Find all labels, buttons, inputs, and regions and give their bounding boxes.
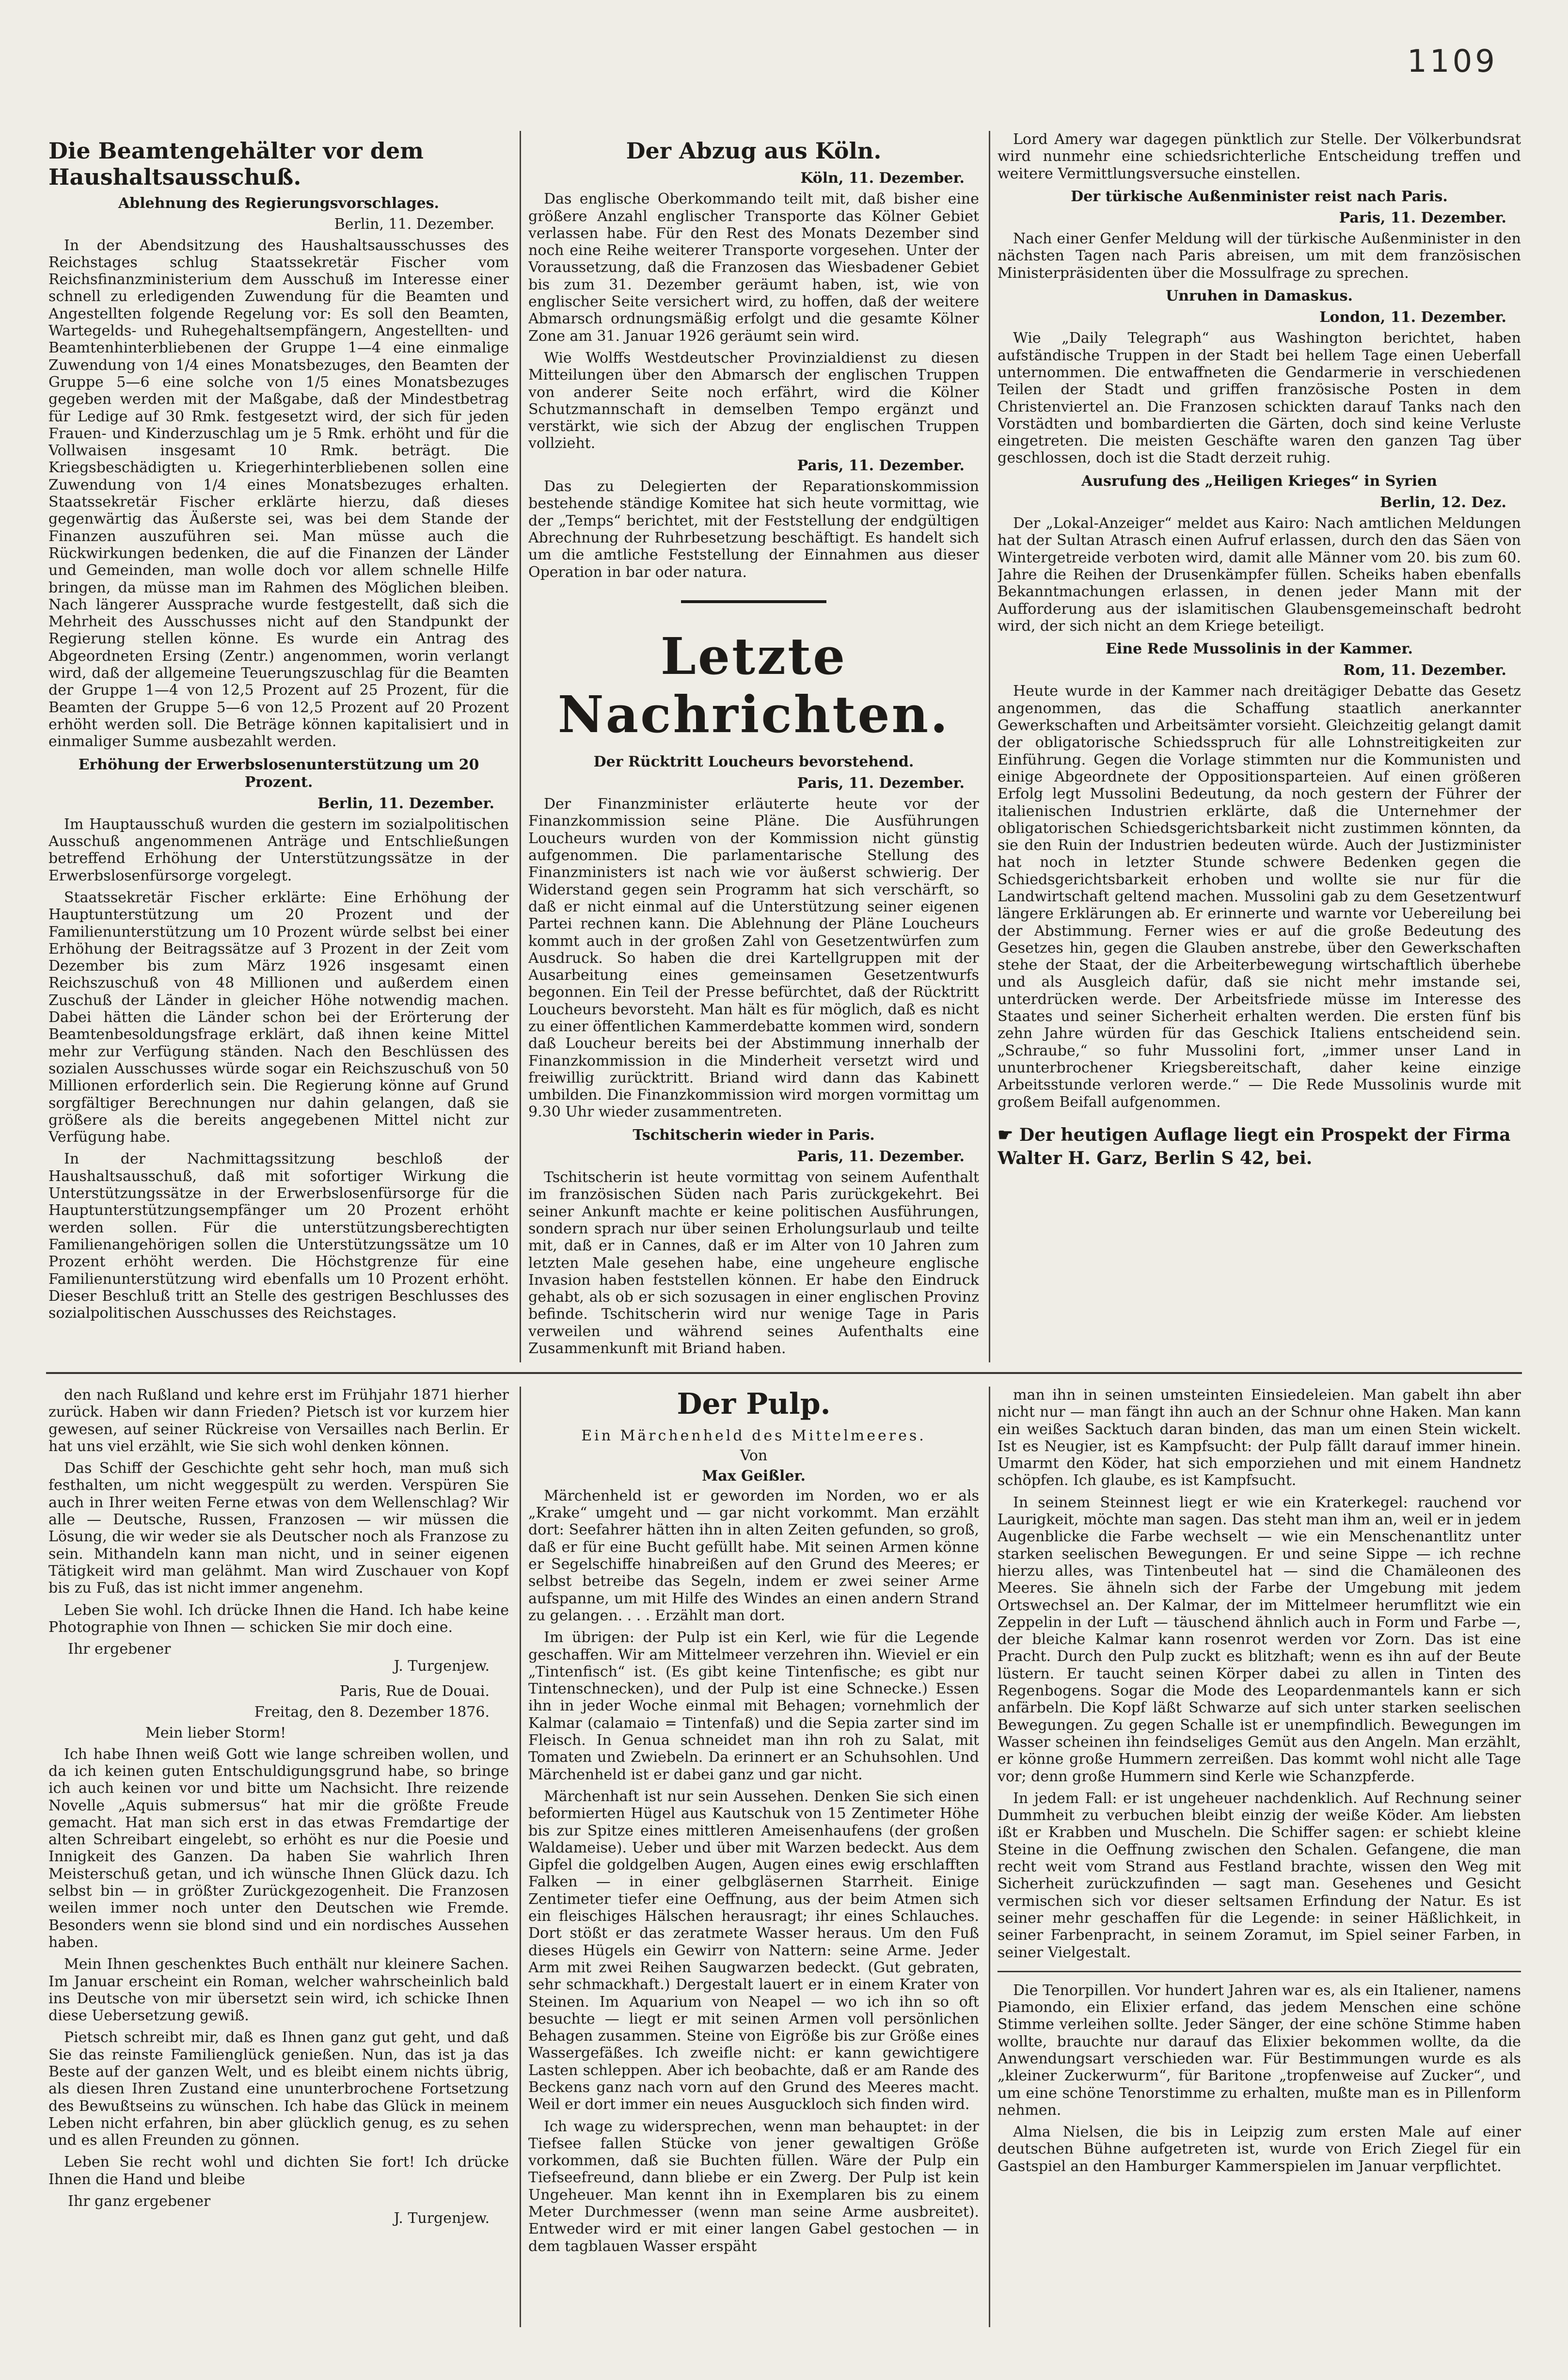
feuilleton-author: Max Geißler.: [702, 1467, 806, 1485]
feuilleton-title: Der Pulp.: [677, 1387, 831, 1421]
headline-abzug-koeln: Der Abzug aus Köln.: [626, 138, 882, 164]
article-paragraph: Das englische Oberkommando teilt mit, daß bisher eine größere Anzahl englischer Transporte das Kölner Gebiet verlassen habe. Für den Rest des Monats Dezember sind noch eine Reihe weiterer Transporte vorgesehen. Unter der Voraussetzung, daß die Franzosen das Wiesbadener Gebiet bis zum 31. Dezember geräumt haben, ist, wie von englischer Seite versichert wird, zu hoffen, daß der weitere Abmarsch ordnungsmäßig erfolgt und die gesamte Kölner Zone am 31. Januar 1926 geräumt sein wird.: [528, 191, 979, 345]
dateline: Rom, 11. Dezember.: [1343, 662, 1506, 679]
article-paragraph: Tschitscherin ist heute vormittag von seinem Aufenthalt im französischen Süden nach Paris zurückgekehrt. Bei seiner Ankunft machte er keine politischen Ausführungen, sondern sprach nur über seinen Erholungsurlaub und teilte mit, daß er in Cannes, daß er im Alter von 10 Jahren zum letzten Male gesehen habe, eine ungeheure englische Invasion haben feststellen können. Er habe den Eindruck gehabt, als ob er sich sozusagen in einer englischen Provinz befinde. Tschitscherin wird nur wenige Tage in Paris verweilen und während seines Aufenthalts eine Zusammenkunft mit Briand haben.: [528, 1169, 979, 1358]
lower-column-1: [48, 1387, 509, 2327]
advert-prospekt: [998, 1123, 1521, 1170]
letter-paragraph: Ich habe Ihnen weiß Gott wie lange schreiben wollen, und da ich keinen guten Entschuldigungsgrund habe, so bringe ich auch keinen vor und bitte um Nachsicht. Ihre reizende Novelle „Aquis submersus“ hat mir die größte Freude gemacht. Hat man sich erst in das etwas Fremdartige der alten Schreibart eingelebt, so erhöht es nur die Poesie und Innigkeit des Ganzen. Da haben Sie wahrlich Ihren Meisterschuß getan, und ich wünsche Ihnen Glück dazu. Ich selbst bin — in größter Zurückgezogenheit. Die Franzosen weilen immer noch unter den Deutschen wie Fremde. Besonders wenn sie blond sind und ein nordisches Aussehen haben.: [48, 1745, 509, 1951]
letter-place: Paris, Rue de Douai.: [339, 1682, 490, 1700]
letter-paragraph: Pietsch schreibt mir, daß es Ihnen ganz gut geht, und daß Sie das reinste Familienglück genießen. Nun, das ist ja das Beste auf der ganzen Welt, und es bleibt einem nichts übrig, als diesen Ihren Zustand eine ununterbrochene Fortsetzung des Bewußtseins zu wünschen. Ich habe das Glück in meinem Leben nicht erfahren, bin aber glücklich genug, es zu sehen und es allen Freunden zu gönnen.: [48, 2029, 509, 2149]
feuilleton-paragraph: Märchenheld ist er geworden im Norden, wo er als „Krake“ umgeht und — gar nicht vorkommt. Man erzählt dort: Seefahrer hätten ihn in alten Zeiten gefunden, so groß, daß er für eine Bucht gefüllt habe. Mit seinen Armen könne er Segelschiffe hinabreißen auf den Grund des Meeres; er selbst betreibe das Segeln, indem er zwei seiner Arme aufspanne, um mit Hilfe des Windes an einen andern Strand zu gelangen. . . . Erzählt man dort.: [528, 1487, 979, 1624]
headline-damaskus: Unruhen in Damaskus.: [1166, 288, 1353, 305]
letter-signature: J. Turgenjew.: [394, 1658, 490, 1675]
column-rule: [989, 1387, 990, 2327]
feuilleton-paragraph: Im übrigen: der Pulp ist ein Kerl, wie für die Legende geschaffen. Wir am Mittelmeer verzehren ihn. Wieviel er ein „Tintenfisch“ ist. (Es gibt keine Tintenfische; es gibt nur Tintenschnecken), und der Pulp ist eine Schnecke.) Essen ihn in jeder Woche einmal mit Behagen; vornehmlich der Kalmar (calamaio = Tintenfaß) und die Sepia zarter sind im Fleisch. In Genua schneidet man ihn roh zu Salat, mit Tomaten und Zwiebeln. Da erinnert er an Schuhsohlen. Und Märchenheld ist er dabei ganz und gar nicht.: [528, 1629, 979, 1783]
letter-paragraph: den nach Rußland und kehre erst im Frühjahr 1871 hierher zurück. Haben wir dann Frieden? Pietsch ist vor kurzem hier gewesen, auf seiner Rückreise von Versailles nach Berlin. Er hat uns viel erzählt, wie Sie sich wohl denken können.: [48, 1387, 509, 1455]
feuilleton-paragraph: man ihn in seinen umsteinten Einsiedeleien. Man gabelt ihn aber nicht nur — man fängt ihn auch an der Schnur ohne Haken. Man kann ein weißes Sacktuch daran binden, das man um einen Stein wickelt. Ist es Neugier, ist es Kampfsucht: der Pulp fällt darauf immer hinein. Umarmt den Köder, hat sich emporziehen und mit einem Handnetz schöpfen. Ich glaube, es ist Kampfsucht.: [998, 1387, 1521, 1489]
headline-mussolini: Eine Rede Mussolinis in der Kammer.: [1106, 640, 1413, 658]
letter-salutation: Mein lieber Storm!: [145, 1725, 286, 1742]
advert-text: Der heutigen Auflage liegt ein Prospekt der Firma Walter H. Garz, Berlin S 42, bei.: [998, 1124, 1511, 1168]
notes-rule: [998, 1971, 1521, 1972]
headline-heiliger-krieg: Ausrufung des „Heiligen Krieges“ in Syrien: [1081, 472, 1437, 490]
lower-column-3: [998, 1387, 1521, 2327]
feuilleton-by: Von: [740, 1447, 768, 1465]
letter-paragraph: Leben Sie recht wohl und dichten Sie fort! Ich drücke Ihnen die Hand und bleibe: [48, 2154, 509, 2188]
article-paragraph: Der Finanzminister erläuterte heute vor der Finanzkommission seine Pläne. Die Ausführungen Loucheurs wurden von der Kommission nicht günstig aufgenommen. Die parlamentarische Stellung des Finanzministers ist nach wie vor äußerst schwierig. Der Widerstand gegen sein Programm hat sich verschärft, so daß er nicht einmal auf die Unterstützung seiner eigenen Partei rechnen kann. Die Ablehnung der Pläne Loucheurs kommt auch in der großen Zahl von Gesetzentwürfen zum Ausdruck. So haben die drei Kartellgruppen mit der Ausarbeitung eines gemeinsamen Gesetzentwurfs begonnen. Ein Teil der Presse befürchtet, daß der Rücktritt Loucheurs bevorsteht. Man hält es für möglich, daß es nicht zu einer öffentlichen Kammerdebatte kommen wird, sondern daß Loucheur bereits bei der Abstimmung innerhalb der Finanzkommission in die Minderheit versetzt wird und freiwillig zurücktritt. Briand wird dann das Kabinett umbilden. Die Finanzkommission wird morgen vormittag um 9.30 Uhr wieder zusammentreten.: [528, 796, 979, 1121]
column-rule: [989, 131, 990, 1362]
article-paragraph: Wie Wolffs Westdeutscher Provinzialdienst zu diesen Mitteilungen über den Abmarsch der englischen Truppen von anderer Seite noch erfährt, wird die Kölner Schutzmannschaft in demselben Tempo ergänzt und verstärkt, wie sich der Abzug der englischen Truppen vollzieht.: [528, 349, 979, 452]
article-paragraph: Staatssekretär Fischer erklärte: Eine Erhöhung der Hauptunterstützung um 20 Prozent und der Familienunterstützung um 10 Prozent würde selbst bei einer Erhöhung der Beitragssätze auf 3 Prozent in der Zeit vom Dezember bis zum März 1926 insgesamt einen Reichszuschuß von 48 Millionen und außerdem einen Zuschuß der Länder in gleicher Höhe notwendig machen. Dabei hätten die Länder schon bei der Erörterung der Beamtenbesoldungsfrage erklärt, daß ihnen keine Mittel mehr zur Verfügung ständen. Nach den Beschlüssen des sozialen Ausschusses würde sogar ein Reichszuschuß von 50 Millionen erforderlich sein. Die Regierung könne auf Grund sorgfältiger Berechnungen nur dahin gelangen, daß sie größere als die bereits angegebenen Mittel nicht zur Verfügung habe.: [48, 889, 509, 1146]
letter-paragraph: Mein Ihnen geschenktes Buch enthält nur kleinere Sachen. Im Januar erscheint ein Roman, welcher wahrscheinlich bald ins Deutsche von mir übersetzt sein wird, ich schicke Ihnen diese Uebersetzung gewiß.: [48, 1956, 509, 2025]
feuilleton-paragraph: Märchenhaft ist nur sein Aussehen. Denken Sie sich einen beformierten Hügel aus Kautschuk von 15 Zentimeter Höhe bis zur Spitze eines mittleren Ameisenhaufens (der großen Waldameise). Ueber und über mit Warzen bedeckt. Aus dem Gipfel die goldgelben Augen, Augen eines ewig erschlafften Falken — in einer gelbgläsernen Starrheit. Einige Zentimeter tiefer eine Oeffnung, aus der beim Atmen sich ein fleischiges Hälschen herausragt; ihr eines Schlauches. Dort stößt er das zeratmete Wasser heraus. Um den Fuß dieses Hügels ein Gewirr von Nattern: seine Arme. Jeder Arm mit zwei Reihen Saugwarzen bedeckt. (Gut gebraten, sehr schmackhaft.) Dergestalt lauert er in einem Krater von Steinen. Im Aquarium von Neapel — wo ich ihn so oft besuchte — liegt er mit seinen Armen voll persönlichen Behagen zusammen. Steine von Eigröße bis zur Größe eines Wassergefäßes. Ich zweifle nicht: er kann gewichtigere Lasten schleppen. Aber ich beobachte, daß er am Rande des Beckens ganz nach vorn auf den Grund des Meeres macht. Weil er dort immer ein neues Ausguckloch sich finden wird.: [528, 1788, 979, 2113]
article-paragraph: Der „Lokal-Anzeiger“ meldet aus Kairo: Nach amtlichen Meldungen hat der Sultan Atrasch einen Aufruf erlassen, durch den das Säen von Wintergetreide verboten wird, damit alle Männer vom 20. bis zum 60. Jahre die Reihen der Drusenkämpfer füllen. Scheiks haben ebenfalls Bekanntmachungen erlassen, in denen jeder Mann mit der Aufforderung aus der islamitischen Glaubensgemeinschaft bedroht wird, der sich nicht an dem Kriege beteiligt.: [998, 515, 1521, 635]
column-rule: [520, 131, 521, 1362]
pointing-hand-icon: ☛: [998, 1124, 1019, 1145]
feuilleton-subtitle: Ein Märchenheld des Mittelmeeres.: [581, 1427, 926, 1444]
headline-tuerkischer-minister: Der türkische Außenminister reist nach Paris.: [1071, 188, 1448, 205]
banner-letzte-nachrichten: Letzte Nachrichten.: [557, 626, 950, 744]
letter-date: Freitag, den 8. Dezember 1876.: [254, 1704, 490, 1721]
letter-signature: J. Turgenjew.: [394, 2210, 490, 2227]
dateline: Paris, 11. Dezember.: [797, 774, 965, 792]
dateline: Berlin, 12. Dez.: [1380, 494, 1506, 511]
headline-beamtengehaelter: Die Beamtengehälter vor dem Haushaltsausschuß.: [48, 138, 424, 190]
article-paragraph: Heute wurde in der Kammer nach dreitägiger Debatte das Gesetz angenommen, das die Schaffung staatlich anerkannter Gewerkschaften und Arbeitsämter vorsieht. Gleichzeitig gelangt damit der obligatorische Schiedsspruch für alle Lohnstreitigkeiten zur Einführung. Gegen die Vorlage stimmten nur die Kommunisten und einige Abgeordnete der Oppositionsparteien. Auf einen größeren Erfolg legt Mussolini Bedeutung, da noch gestern der Führer der italienischen Industrien erklärte, daß die Unternehmer der obligatorischen Schiedsgerichtsbarkeit nicht zustimmen könnten, da sie den Ruin der Industrien bedeuten würde. Auch der Justizminister hat noch in letzter Stunde schwere Bedenken gegen die Schiedsgerichtsbarkeit erhoben und wollte sie nur für die Landwirtschaft geltend machen. Mussolini gab zu dem Gesetzentwurf längere Erklärungen ab. Er erinnerte und warnte vor Uebereilung bei der Abstimmung. Ferner wies er auf die große Bedeutung des Gesetzes hin, gegen die Glauben anstrebe, über den Gewerkschaften stehe der Staat, der die Arbeiterbewegung wirtschaftlich überhebe und als Ausgleich dafür, daß sie nicht mehr imstande sei, unterdrücken werde. Der Arbeitsfriede müsse im Interesse des Staates und seiner Sicherheit erhalten werden. Die ersten fünf bis zehn Jahre würden für das Geschick Italiens entscheidend sein. „Schraube,“ so fuhr Mussolini fort, „immer unser Land in ununterbrochener Kriegsbereitschaft, daher keine einzige Arbeitsstunde verloren werde.“ — Die Rede Mussolinis wurde mit großem Beifall aufgenommen.: [998, 683, 1521, 1111]
letter-paragraph: Das Schiff der Geschichte geht sehr hoch, man muß sich festhalten, um nicht weggespült zu werden. Verspüren Sie auch in Ihrer weiten Ferne etwas von dem Wellenschlag? Wir alle — Deutsche, Russen, Franzosen — wir müssen die Lösung, die wir weder sie als Deutscher noch als Franzose zu sein. Mithandeln kann man nicht, und in seiner eigenen Tätigkeit wird man gelähmt. Man wird Zuschauer von Kopf bis zu Fuß, das ist nicht immer angenehm.: [48, 1460, 509, 1597]
headline-tschitscherin: Tschitscherin wieder in Paris.: [633, 1126, 875, 1144]
dateline: Paris, 11. Dezember.: [797, 457, 965, 474]
note-tenorpillen: Die Tenorpillen. Vor hundert Jahren war es, als ein Italiener, namens Piamondo, ein Elixier erfand, das jedem Menschen eine schöne Stimme verleihen sollte. Jeder Sänger, der eine schöne Stimme haben wollte, brauchte nur darauf das Elixier bekommen wollte, da die Anwendungsart verschieden war. Für Bestimmungen wurde es als „kleiner Zuckerwurm“, für Baritone „tropfenweise auf Zucker“, und um eine schöne Tenorstimme zu erhalten, mußte man es in Pillenform nehmen.: [998, 1981, 1521, 2119]
article-paragraph: In der Nachmittagssitzung beschloß der Haushaltsausschuß, daß mit sofortiger Wirkung die Unterstützungssätze in der Erwerbslosenfürsorge für die Hauptunterstützungsempfänger um 20 Prozent erhöht werden sollen. Für die unterstützungsberechtigten Familienangehörigen sollen die Unterstützungssätze um 10 Prozent erhöht werden. Die Höchstgrenze für eine Familienunterstützung wird ebenfalls um 10 Prozent erhöht. Dieser Beschluß tritt an Stelle des gestrigen Beschlusses des sozialpolitischen Ausschusses des Reichstages.: [48, 1150, 509, 1322]
dateline: Paris, 11. Dezember.: [797, 1148, 965, 1165]
column-rule: [520, 1387, 521, 2327]
article-paragraph: Das zu Delegierten der Reparationskommission bestehende ständige Komitee hat sich heute vormittag, wie der „Temps“ berichtet, mit der Feststellung der endgültigen Abrechnung der Ruhrbesetzung beschäftigt. Es handelt sich um die amtliche Feststellung der Einnahmen aus dieser Operation in bar oder natura.: [528, 478, 979, 581]
letter-closing: Ihr ergebener: [68, 1641, 171, 1658]
dateline: London, 11. Dezember.: [1319, 309, 1506, 326]
note-nielsen: Alma Nielsen, die bis in Leipzig zum ersten Male auf einer deutschen Bühne aufgetreten ist, wurde von Erich Ziegel für ein Gastspiel an den Hamburger Kammerspielen im Januar verpflichtet.: [998, 2124, 1521, 2175]
feuilleton-paragraph: In jedem Fall: er ist ungeheuer nachdenklich. Auf Rechnung seiner Dummheit zu verbuchen bleibt einzig der weiße Köder. Am liebsten ißt er Krabben und Muscheln. Die Schiffer sagen: er schiebt kleine Steine in die Oeffnung zwischen den Schalen. Gefangene, die man recht weit vom Strand aus Festland brachte, wissen den Weg mit Sicherheit zurückzufinden — sagt man. Gesehenes und Gesicht vermischen sich vor dieser seltsamen Erfindung der Natur. Es ist seiner mehr geschaffen für die Legende: in seiner Häßlichkeit, in seiner Farbenpracht, in seinem Zoramut, im Spiel seiner Farben, in seiner Vielgestalt.: [998, 1789, 1521, 1961]
headline-erwerbslosen: Erhöhung der Erwerbslosenunterstützung um 20 Prozent.: [78, 756, 479, 791]
feuilleton-paragraph: Ich wage zu widersprechen, wenn man behauptet: in der Tiefsee fallen Stücke von jener gewaltigen Größe vorkommen, daß sie Buchten füllen. Wäre der Pulp ein Tiefseefreund, dann bliebe er ein Zwerg. Der Pulp ist kein Ungeheuer. Man kennt ihn in Exemplaren bis zu einem Meter Durchmesser (wenn man seine Arme ausbreitet). Entweder wird er mit einer langen Gabel gestochen — in dem tagblauen Wasser erspäht: [528, 2118, 979, 2255]
article-paragraph: In der Abendsitzung des Haushaltsausschusses des Reichstages schlug Staatssekretär Fischer vom Reichsfinanzministerium dem Ausschuß im Interesse einer schnell zu erledigenden Zuwendung für die Beamten und Angestellten folgende Regelung vor: Es soll den Beamten, Wartegelds- und Ruhegehaltsempfängern, Angestellten- und Beamtenhinterbliebenen der Gruppe 1—4 eine einmalige Zuwendung von 1/4 eines Monatsbezuges, den Beamten der Gruppe 5—6 eine solche von 1/5 eines Monatsbezuges gegeben werden mit der Maßgabe, daß der Mindestbetrag für Ledige auf 30 Rmk. festgesetzt wird, der sich für jeden Frauen- und Kinderzuschlag um je 5 Rmk. erhöht und für die Vollwaisen insgesamt 10 Rmk. beträgt. Die Kriegsbeschädigten u. Kriegerhinterbliebenen sollen eine Zuwendung von 1/4 eines Monatsbezuges erhalten. Staatssekretär Fischer erklärte hierzu, daß dieses gegenwärtig das Äußerste sei, was bei dem Stande der Finanzen auszuführen sei. Man müsse auch die Rückwirkungen bedenken, die auf die Finanzen der Länder und Gemeinden, man wolle doch vor allem schnelle Hilfe bringen, da müsse man im Rahmen des Möglichen bleiben. Nach längerer Aussprache wurde festgestellt, daß sich die Mehrheit des Ausschusses nicht auf den Standpunkt der Regierung stellen könne. Es wurde ein Antrag des Abgeordneten Ersing (Zentr.) angenommen, worin verlangt wird, daß der allgemeine Teuerungszuschlag für die Beamten der Gruppe 1—4 von 12,5 Prozent auf 25 Prozent, für die Beamten der Gruppe 5—6 von 12,5 Prozent auf 20 Prozent erhöht werden soll. Die Beträge können kapitalisiert und in einmaliger Summe ausbezahlt werden.: [48, 237, 509, 751]
letter-closing: Ihr ganz ergebener: [68, 2193, 211, 2210]
page-number: 1109: [1407, 44, 1498, 80]
dateline: Paris, 11. Dezember.: [1339, 209, 1506, 226]
dateline: Berlin, 11. Dezember.: [334, 216, 494, 233]
section-rule: [46, 1372, 1522, 1374]
subhead-ablehnung: Ablehnung des Regierungsvorschlages.: [118, 195, 440, 212]
dateline: Berlin, 11. Dezember.: [317, 795, 494, 812]
article-paragraph: Lord Amery war dagegen pünktlich zur Stelle. Der Völkerbundsrat wird nunmehr eine schiedsrichterliche Entscheidung treffen und weitere Vermittlungsversuche einstellen.: [998, 131, 1521, 182]
headline-loucheur: Der Rücktritt Loucheurs bevorstehend.: [593, 753, 914, 770]
column-1: [48, 131, 509, 1362]
lower-column-2: [528, 1387, 979, 2327]
feuilleton-paragraph: In seinem Steinnest liegt er wie ein Kraterkegel: rauchend vor Laurigkeit, möchte man sagen. Das steht man ihm an, weil er in jedem Augenblicke die Farbe wechselt — wie ein Menschenantlitz unter starken seelischen Bewegungen. Er und seine Sippe — ich rechne hierzu alles, was Tintenbeutel hat — sind die Chamäleonen des Meeres. Sie ähneln sich der Farbe der Umgebung mit jedem Ortswechsel an. Der Kalmar, der im Mittelmeer herumflitzt wie ein Zeppelin in der Luft — täuschend ähnlich auch in Form und Farbe —, der bleiche Kalmar kann rosenrot werden vor Zorn. Das ist eine Pracht. Durch den Pulp zuckt es blitzhaft; wenn es ihn auf der Beute lüstern. Er taucht seinen Körper dabei zu allen in Tinten des Regenbogens. Sogar die Mode des Leopardenmantels kann er sich anfärbeln. Die Kopf läßt Schwarze auf sich unter starken seelischen Bewegungen. Zu gegen Schalle ist er unempfindlich. Bewegungen im Wasser scheinen ihn feindseliges Gemüt aus den Angeln. Man erzählt, er könne große Hummern zerreißen. Das kommt wohl nicht alle Tage vor; denn große Hummern sind Kerle wie Schanzpferde.: [998, 1494, 1521, 1785]
dateline: Köln, 11. Dezember.: [800, 170, 965, 187]
column-2: [528, 131, 979, 1362]
article-paragraph: Wie „Daily Telegraph“ aus Washington berichtet, haben aufständische Truppen in der Stadt bei hellem Tage einen Ueberfall unternommen. Die entwaffneten die Gendarmerie in verschiedenen Teilen der Stadt und griffen französische Posten in dem Christenviertel an. Die Franzosen schickten darauf Tanks nach den Vorstädten und bombardierten die Gärten, doch sind keine Verluste eingetreten. Die meisten Geschäfte waren den ganzen Tag über geschlossen, doch ist die Stadt derzeit ruhig.: [998, 330, 1521, 467]
article-paragraph: Im Hauptausschuß wurden die gestern im sozialpolitischen Ausschuß angenommenen Anträge und Entschließungen betreffend Erhöhung der Unterstützungssätze in der Erwerbslosenfürsorge vorgelegt.: [48, 815, 509, 884]
letter-paragraph: Leben Sie wohl. Ich drücke Ihnen die Hand. Ich habe keine Photographie von Ihnen — schicken Sie mir doch eine.: [48, 1601, 509, 1636]
separator-dash: [681, 600, 826, 603]
article-paragraph: Nach einer Genfer Meldung will der türkische Außenminister in den nächsten Tagen nach Paris abreisen, um mit dem französischen Ministerpräsidenten über die Mossulfrage zu sprechen.: [998, 230, 1521, 282]
column-3: [998, 131, 1521, 1362]
